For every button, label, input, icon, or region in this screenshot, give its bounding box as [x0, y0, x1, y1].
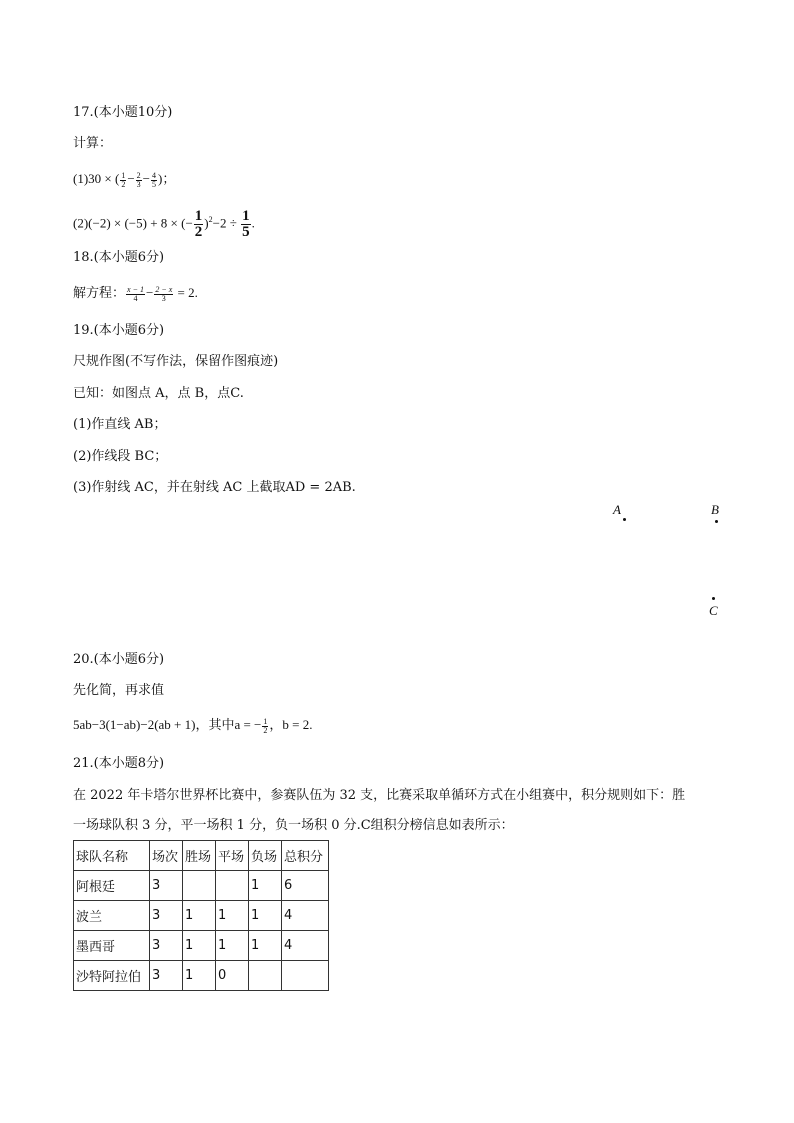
q19-line4: (2)作线段 BC； — [73, 449, 168, 464]
q21-line2: 一场球队积 3 分，平一场积 1 分，负一场积 0 分.C组积分榜信息如表所示： — [73, 818, 514, 833]
q21-header: 21.(本小题8分) — [73, 756, 165, 771]
col-total-points: 总积分 — [282, 841, 329, 871]
table-cell: 4 — [282, 931, 329, 961]
q17-p2-suffix: . — [251, 215, 255, 231]
q18-prefix: 解方程： — [73, 285, 126, 300]
table-cell: 6 — [282, 871, 329, 901]
col-draws: 平场 — [216, 841, 249, 871]
score-table — [73, 840, 329, 991]
q17-p1-frac3-num: 4 — [152, 170, 157, 180]
q18-frac2-den: 3 — [161, 293, 166, 303]
q18-frac2 — [154, 286, 173, 303]
point-b-label: B — [711, 502, 719, 517]
q17-instruction: 计算： — [73, 136, 113, 151]
q17-header: 17.(本小题10分) — [73, 105, 173, 120]
q19-line5: (3)作射线 AC，并在射线 AC 上截取AD = 2AB. — [73, 480, 356, 495]
q18-suffix: = 2. — [174, 285, 198, 300]
q17-p1-frac2-den: 3 — [136, 179, 141, 189]
q17-p2-frac1 — [194, 209, 204, 240]
col-matches: 场次 — [150, 841, 183, 871]
q17-p2-frac1-den: 2 — [194, 223, 203, 240]
q17-p2-frac1-num: 1 — [194, 207, 203, 224]
q17-p2-exponent: 2 — [208, 215, 213, 224]
q20-frac — [262, 718, 268, 735]
q20-header: 20.(本小题6分) — [73, 652, 165, 667]
q18-header: 18.(本小题6分) — [73, 250, 165, 265]
table-cell: 1 — [216, 931, 249, 961]
q17-p2-close: ) — [204, 215, 209, 231]
q17-p1-prefix: (1)30 × ( — [73, 171, 120, 186]
q18-frac1-den: 4 — [133, 293, 138, 303]
q20-frac-num: 1 — [263, 716, 268, 726]
q17-p2-frac2-num: 1 — [242, 207, 250, 224]
table-cell: 1 — [249, 901, 282, 931]
q20-expr-prefix: 5ab−3(1−ab)−2(ab + 1)，其中a = − — [73, 717, 262, 732]
point-a-label: A — [613, 502, 621, 517]
table-row — [74, 901, 329, 931]
q20-expr-suffix: ，b = 2. — [269, 717, 313, 732]
point-b-dot — [715, 520, 718, 523]
table-cell: 墨西哥 — [74, 931, 150, 961]
q17-p1-op2: − — [142, 171, 151, 186]
table-cell: 1 — [249, 931, 282, 961]
q19-line1: 尺规作图(不写作法，保留作图痕迹) — [73, 354, 279, 369]
point-a-dot — [623, 518, 626, 521]
table-cell — [249, 961, 282, 991]
table-cell: 1 — [183, 931, 216, 961]
table-row — [74, 871, 329, 901]
q17-p1-frac1-den: 2 — [121, 179, 126, 189]
q18-frac1-num: x − 1 — [127, 284, 144, 294]
table-cell: 沙特阿拉伯 — [74, 961, 150, 991]
q17-p1-frac3-den: 5 — [152, 179, 157, 189]
table-row — [74, 931, 329, 961]
q18-equation — [73, 284, 198, 303]
table-cell: 4 — [282, 901, 329, 931]
q19-line2: 已知：如图点 A，点 B，点C. — [73, 386, 244, 401]
table-cell: 1 — [249, 871, 282, 901]
q18-op: − — [145, 285, 154, 300]
q20-expression — [73, 716, 312, 735]
q20-frac-den: 2 — [263, 725, 268, 735]
col-wins: 胜场 — [183, 841, 216, 871]
col-team-name: 球队名称 — [74, 841, 150, 871]
table-cell: 1 — [216, 901, 249, 931]
table-cell: 波兰 — [74, 901, 150, 931]
q18-frac2-num: 2 − x — [155, 284, 173, 294]
table-cell: 1 — [183, 961, 216, 991]
table-cell: 3 — [150, 931, 183, 961]
q17-p1-frac2-num: 2 — [136, 170, 141, 180]
col-losses: 负场 — [249, 841, 282, 871]
q17-p1-op1: − — [127, 171, 135, 186]
q17-p2-prefix: (2)(−2) × (−5) + 8 × (− — [73, 215, 193, 231]
table-row — [74, 961, 329, 991]
table-cell: 3 — [150, 871, 183, 901]
table-cell: 3 — [150, 961, 183, 991]
q17-p2-mid: −2 ÷ — [212, 215, 241, 231]
q17-part2 — [73, 205, 255, 240]
q17-p2-frac2 — [241, 209, 251, 240]
point-c-dot — [712, 597, 715, 600]
table-cell — [216, 871, 249, 901]
q17-p1-suffix: )； — [158, 171, 176, 186]
table-cell — [282, 961, 329, 991]
q17-p1-frac1-num: 1 — [121, 170, 126, 180]
q19-header: 19.(本小题6分) — [73, 323, 165, 338]
q17-p1-frac3 — [151, 172, 157, 189]
table-cell: 阿根廷 — [74, 871, 150, 901]
q17-p1-frac2 — [136, 172, 142, 189]
q17-p2-frac2-den: 5 — [242, 223, 250, 240]
q17-part1 — [73, 170, 175, 189]
table-cell — [183, 871, 216, 901]
table-cell: 1 — [183, 901, 216, 931]
point-c-label: C — [709, 603, 718, 618]
q17-p1-frac1 — [120, 172, 126, 189]
q21-line1: 在 2022 年卡塔尔世界杯比赛中，参赛队伍为 32 支，比赛采取单循环方式在小组赛中，积分规则如下：胜 — [73, 788, 686, 803]
q20-line1: 先化简，再求值 — [73, 683, 165, 698]
q19-line3: (1)作直线 AB； — [73, 417, 167, 432]
score-table-header-row — [74, 841, 329, 871]
table-cell: 3 — [150, 901, 183, 931]
q18-frac1 — [126, 286, 145, 303]
table-cell: 0 — [216, 961, 249, 991]
